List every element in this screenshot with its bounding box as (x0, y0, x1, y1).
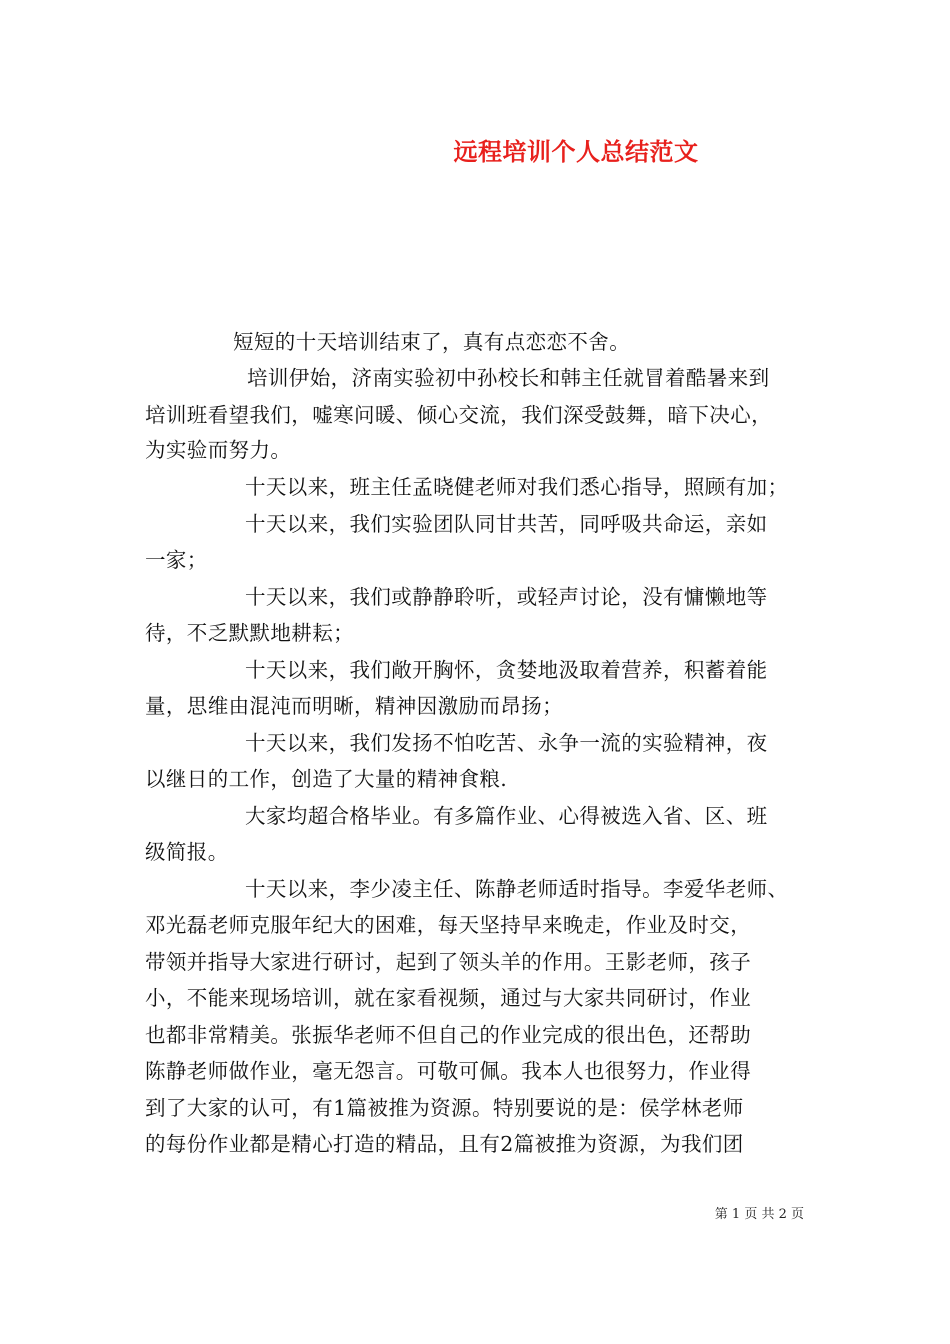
paragraph-line: 量，思维由混沌而明晰，精神因激励而昂扬； (145, 694, 563, 718)
page-title: 远程培训个人总结范文 (453, 137, 699, 166)
paragraph-line: 也都非常精美。张振华老师不但自己的作业完成的很出色，还帮助 (145, 1023, 752, 1047)
paragraph-line: 以继日的工作，创造了大量的精神食粮. (145, 767, 508, 791)
paragraph-line: 陈静老师做作业，毫无怨言。可敬可佩。我本人也很努力，作业得 (145, 1059, 752, 1083)
page-number-footer: 第 1 页 共 2 页 (714, 1207, 804, 1222)
paragraph-line: 十天以来，班主任孟晓健老师对我们悉心指导，照顾有加； (245, 475, 789, 499)
paragraph-line: 待，不乏默默地耕耘； (145, 621, 354, 645)
paragraph-line: 小，不能来现场培训，就在家看视频，通过与大家共同研讨，作业 (145, 986, 752, 1010)
paragraph-line: 十天以来，我们实验团队同甘共苦，同呼吸共命运，亲如 (245, 512, 768, 536)
paragraph-line: 十天以来，李少凌主任、陈静老师适时指导。李爱华老师、 (245, 877, 789, 901)
paragraph-line: 十天以来，我们或静静聆听，或轻声讨论，没有慵懒地等 (245, 585, 768, 609)
paragraph-line: 带领并指导大家进行研讨，起到了领头羊的作用。王影老师，孩子 (145, 950, 752, 974)
paragraph-line: 邓光磊老师克服年纪大的困难，每天坚持早来晚走，作业及时交， (145, 913, 752, 937)
paragraph-line: 为实验而努力。 (145, 438, 292, 462)
paragraph-line: 十天以来，我们敞开胸怀，贪婪地汲取着营养，积蓄着能 (245, 658, 768, 682)
paragraph-line: 十天以来，我们发扬不怕吃苦、永争一流的实验精神，夜 (245, 731, 768, 755)
paragraph-line: 级简报。 (145, 840, 229, 864)
paragraph-line: 短短的十天培训结束了，真有点恋恋不舍。 (233, 330, 631, 354)
paragraph-line: 到了大家的认可，有1篇被推为资源。特别要说的是：侯学林老师 (145, 1096, 744, 1120)
paragraph-line: 一家； (145, 548, 208, 572)
paragraph-line: 的每份作业都是精心打造的精品，且有2篇被推为资源，为我们团 (145, 1132, 744, 1156)
paragraph-line: 培训班看望我们，嘘寒问暖、倾心交流，我们深受鼓舞，暗下决心， (145, 403, 772, 427)
paragraph-line: 大家均超合格毕业。有多篇作业、心得被选入省、区、班 (245, 804, 768, 828)
paragraph-line: 培训伊始，济南实验初中孙校长和韩主任就冒着酷暑来到 (247, 366, 770, 390)
